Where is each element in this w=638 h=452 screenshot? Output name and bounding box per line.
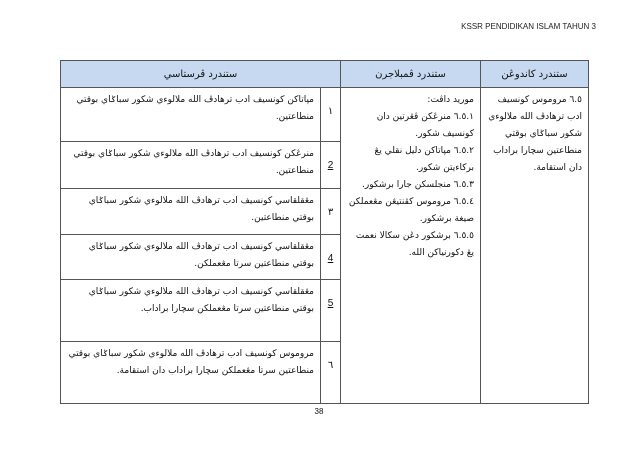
level-description: منرڠکن کونسيف ادب ترهادڤ الله ملالوءي شکور سباݢاي بوقتي منطاعتين. <box>61 142 321 189</box>
level-number: 2 <box>321 142 341 189</box>
level-number: 5 <box>321 280 341 342</box>
level-number: ٣ <box>321 189 341 235</box>
standards-table <box>60 60 589 404</box>
learning-item: موريد داڤت: <box>427 95 474 105</box>
header-content-standard: ستندرد کاندوڠن <box>481 61 589 88</box>
level-number: ٦ <box>321 342 341 404</box>
learning-item: ٦.٥.١ منرڠکن ڤڠرتين دان کونسيف شکور. <box>376 112 474 139</box>
content-standard-cell: ٦.٥ مروموس کونسيف ادب ترهادڤ الله ملالوءي شکور سباݢاي بوقتي منطاعتين سچارا براداب دان استقامة. <box>481 88 589 404</box>
learning-item: ٦.٥.٢ مڽاتاکن دليل نقلي يڠ برکاءيتن شکور. <box>374 146 474 173</box>
table-header-row <box>61 61 589 88</box>
level-description: مروموس کونسيف ادب ترهادڤ الله ملالوءي شکور سباݢاي بوقتي منطاعتين سرتا مڠعملکن سچارا براداب دان استقامة. <box>61 342 321 404</box>
table-row <box>61 88 589 142</box>
level-description: مڽاتاکن کونسيف ادب ترهادڤ الله ملالوءي شکور سباݢاي بوقتي منطاعتين. <box>61 88 321 142</box>
learning-item: ٦.٥.٥ برشکور دڠن سکالا نعمت يڠ دکورنياکن الله. <box>355 231 474 258</box>
level-description: مڠقلقاسي کونسيف ادب ترهادڤ الله ملالوءي شکور سباݢاي بوقتي منطاعتين سرتا مڠعملکن. <box>61 235 321 280</box>
learning-item: ٦.٥.٣ منجلسکن جارا برشکور. <box>362 180 474 190</box>
level-description: مڠقلقاسي کونسيف ادب ترهادڤ الله ملالوءي شکور سباݢاي بوقتي منطاعتين. <box>61 189 321 235</box>
page-header: KSSR PENDIDIKAN ISLAM TAHUN 3 <box>461 22 596 31</box>
level-number: ١ <box>321 88 341 142</box>
header-learning-standard: ستندرد ڤمبلاجرن <box>341 61 481 88</box>
level-description: مڠقلقاسي کونسيف ادب ترهادڤ الله ملالوءي شکور سباݢاي بوقتي منطاعتين سرتا مڠعملکن سچارا براداب. <box>61 280 321 342</box>
page-number: 38 <box>314 407 324 416</box>
learning-item: ٦.٥.٤ مروموس کڤنتيڠن مڠعملکن صيغة برشکور. <box>348 197 474 224</box>
header-performance-standard: ستندرد ڤرستاسي <box>61 61 341 88</box>
level-number: 4 <box>321 235 341 280</box>
learning-standard-cell <box>341 88 481 404</box>
